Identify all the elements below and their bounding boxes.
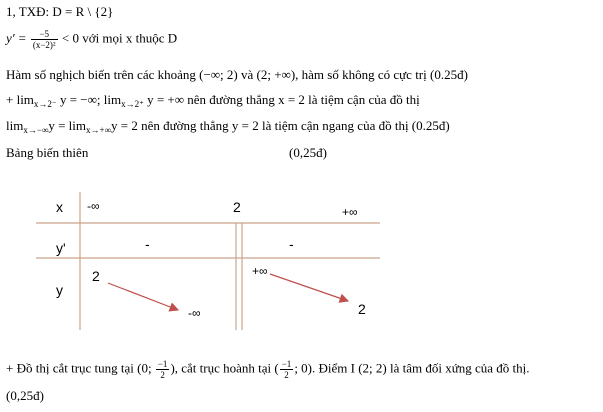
y-right-end: 2	[358, 301, 366, 317]
variation-table-score: (0,25đ)	[289, 145, 327, 160]
intersection-part-a: + Đồ thị cắt trục tung tại (0;	[6, 360, 155, 376]
row-label-x: x	[56, 199, 63, 215]
limit-prefix: + lim	[6, 92, 34, 107]
limit-rest: y = +∞ nên đường thẳng x = 2 là tiệm cận của đồ thị	[143, 92, 420, 107]
x-critical-value: 2	[233, 199, 241, 215]
limit-prefix-2: lim	[6, 118, 24, 133]
y-intercept-numerator: −1	[157, 359, 168, 369]
limit-mid: y = −∞; lim	[56, 92, 122, 107]
limit-sub-1: x→2⁻	[33, 99, 57, 109]
limit-rest-2: y = 2 nên đường thẳng y = 2 là tiệm cận ngang của đồ thị (0.25đ)	[111, 118, 450, 133]
row-label-y: y	[56, 282, 63, 298]
x-intercept-denominator: 2	[284, 370, 289, 380]
decreasing-arrow-left	[108, 283, 178, 310]
monotonic-line: Hàm số nghịch biến trên các khoảng (−∞; 2) và (2; +∞), hàm số không có cực trị (0.25đ)	[6, 67, 468, 82]
y-right-start: +∞	[252, 264, 268, 278]
limit-sub-3: x→−∞	[23, 125, 49, 135]
intersection-line	[6, 359, 530, 380]
y-left-end: -∞	[188, 306, 201, 320]
x-intercept-fraction	[280, 359, 294, 380]
derivative-rest: < 0 với mọi x thuộc D	[61, 30, 178, 46]
limit-sub-4: x→+∞	[86, 125, 112, 135]
limit-sub-2: x→2⁺	[121, 99, 144, 109]
x-intercept-numerator: −1	[281, 359, 292, 369]
y-left-start: 2	[92, 268, 100, 284]
y-intercept-denominator: 2	[160, 370, 165, 380]
domain-line: 1, TXĐ: D = R \ {2}	[6, 4, 114, 19]
y-intercept-fraction	[156, 359, 170, 380]
intersection-part-c: ; 0). Điểm I (2; 2) là tâm đối xứng của đồ thị.	[294, 360, 530, 376]
x-neg-infinity: -∞	[87, 199, 100, 213]
derivative-lhs: y' =	[6, 30, 27, 46]
derivative-sign-left: -	[145, 236, 150, 252]
x-pos-infinity: +∞	[342, 205, 358, 219]
intersection-part-b: ), cắt trục hoành tại (	[170, 360, 279, 376]
final-score: (0,25đ)	[6, 388, 44, 403]
limit-mid-2: y = lim	[48, 118, 87, 133]
decreasing-arrow-right	[270, 274, 348, 301]
row-label-y-prime: y'	[56, 240, 66, 256]
derivative-sign-right: -	[289, 236, 294, 252]
derivative-numerator: −5	[31, 29, 58, 40]
derivative-denominator: (x−2)²	[32, 40, 56, 50]
variation-table-label: Bảng biến thiên	[6, 145, 89, 160]
